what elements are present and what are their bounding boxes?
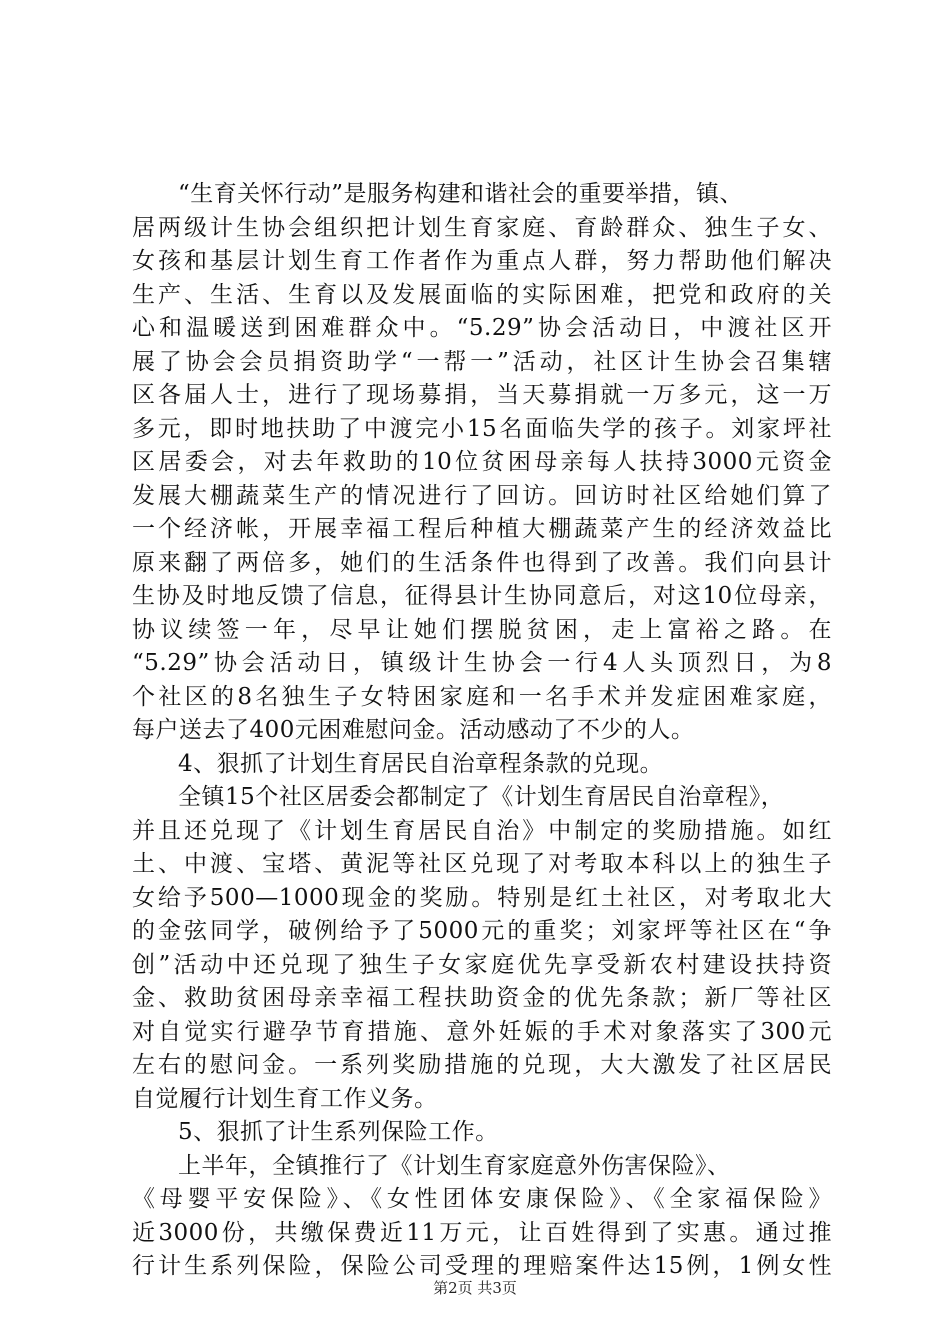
text-line: 近3000份，共缴保费近11万元，让百姓得到了实惠。通过推 xyxy=(132,1219,832,1246)
text-line: 对自觉实行避孕节育措施、意外妊娠的手术对象落实了300元 xyxy=(132,1018,832,1045)
text-line: 发展大棚蔬菜生产的情况进行了回访。回访时社区给她们算了 xyxy=(132,482,832,509)
document-body xyxy=(132,178,832,1284)
text-line: 《母婴平安保险》、《女性团体安康保险》、《全家福保险》 xyxy=(132,1186,832,1212)
text-line: 并且还兑现了《计划生育居民自治》中制定的奖励措施。如红 xyxy=(132,817,832,844)
text-line: 每户送去了400元困难慰问金。活动感动了不少的人。 xyxy=(132,717,695,743)
text-line: 创”活动中还兑现了独生子女家庭优先享受新农村建设扶持资 xyxy=(132,951,832,978)
text-line: 个社区的8名独生子女特困家庭和一名手术并发症困难家庭， xyxy=(132,683,832,710)
text-line: 多元，即时地扶助了中渡完小15名面临失学的孩子。刘家坪社 xyxy=(132,415,832,442)
text-line: 行计生系列保险，保险公司受理的理赔案件达15例，1例女性 xyxy=(132,1253,832,1279)
text-line: 区居委会，对去年救助的10位贫困母亲每人扶持3000元资金 xyxy=(132,449,832,475)
text-line: 上半年，全镇推行了《计划生育家庭意外伤害保险》、 xyxy=(178,1152,731,1179)
text-line: 土、中渡、宝塔、黄泥等社区兑现了对考取本科以上的独生子 xyxy=(132,851,832,877)
text-line: 自觉履行计划生育工作义务。 xyxy=(132,1085,438,1112)
text-line: 左右的慰问金。一系列奖励措施的兑现，大大激发了社区居民 xyxy=(132,1052,832,1078)
text-line: 生产、生活、生育以及发展面临的实际困难，把党和政府的关 xyxy=(132,281,832,308)
text-line: 居两级计生协会组织把计划生育家庭、育龄群众、独生子女、 xyxy=(132,214,832,241)
section-heading: 5、狠抓了计生系列保险工作。 xyxy=(178,1119,499,1145)
text-line: 心和温暖送到困难群众中。“5.29”协会活动日，中渡社区开 xyxy=(132,315,832,341)
text-line: 展了协会会员捐资助学“一帮一”活动，社区计生协会召集辖 xyxy=(132,348,832,375)
text-line: 金、救助贫困母亲幸福工程扶助资金的优先条款；新厂等社区 xyxy=(132,985,832,1011)
text-line: 原来翻了两倍多，她们的生活条件也得到了改善。我们向县计 xyxy=(132,549,832,576)
text-line: 一个经济帐，开展幸福工程后种植大棚蔬菜产生的经济效益比 xyxy=(132,516,832,542)
text-line: 女孩和基层计划生育工作者作为重点人群，努力帮助他们解决 xyxy=(132,248,832,274)
text-line: 全镇15个社区居委会都制定了《计划生育居民自治章程》， xyxy=(178,784,785,810)
page-footer: 第2页 共3页 xyxy=(433,1279,517,1297)
text-line: 协议续签一年，尽早让她们摆脱贫困，走上富裕之路。在 xyxy=(132,616,832,643)
text-line: “生育关怀行动”是服务构建和谐社会的重要举措，镇、 xyxy=(178,181,744,207)
text-line: 女给予500—1000现金的奖励。特别是红土社区，对考取北大 xyxy=(132,884,832,911)
section-heading: 4、狠抓了计划生育居民自治章程条款的兑现。 xyxy=(178,750,664,777)
text-line: 生协及时地反馈了信息，征得县计生协同意后，对这10位母亲， xyxy=(132,583,832,609)
text-line: 的金弦同学，破例给予了5000元的重奖；刘家坪等社区在“争 xyxy=(132,918,832,944)
text-line: “5.29”协会活动日，镇级计生协会一行4人头顶烈日，为8 xyxy=(132,650,832,676)
text-line: 区各届人士，进行了现场募捐，当天募捐就一万多元，这一万 xyxy=(132,382,832,408)
